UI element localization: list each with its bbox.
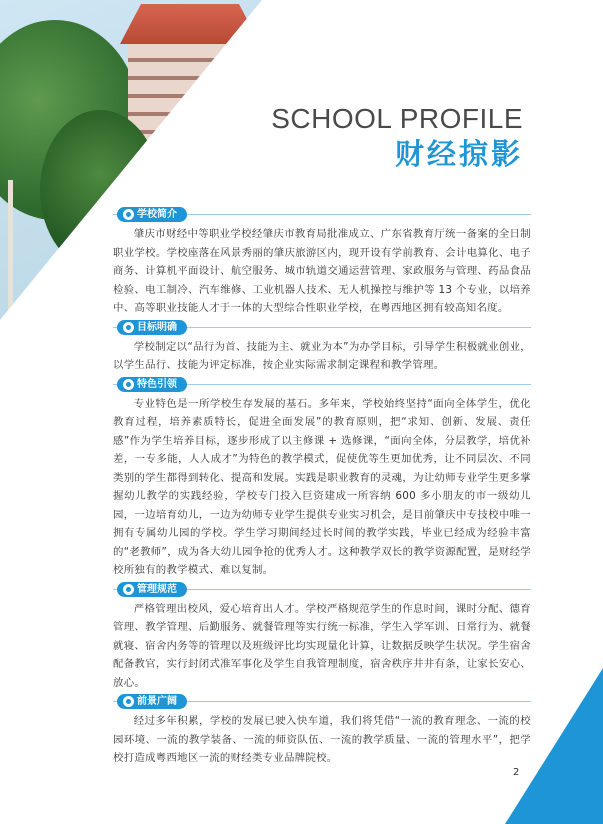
heading-label: 学校简介 [137,209,177,220]
section-text: 严格管理出校风，爱心培育出人才。学校严格规范学生的作息时间，课时分配、德育管理、教学管理、后勤服务、就餐管理等实行统一标准，学生入学军训、日常行为、就餐就寝、宿舍内务等的管理以及班级评比均实现量化计算，让数据反映学生状况。学生宿舍配备教官，实行封闭式准军事化及学生自我管理制度，宿舍秩序井井有条，让家长安心、放心。 [113,602,531,689]
section-school-intro [113,207,531,318]
title-chinese: 财经掠影 [394,137,523,171]
bullet-dot-icon [123,322,134,333]
profile-content [113,205,531,768]
heading-label: 前景广阔 [137,696,177,707]
heading-label: 目标明确 [137,321,177,333]
heading-pill [117,320,187,335]
heading-pill [117,207,187,222]
title-english: SCHOOL PROFILE [271,103,523,134]
bullet-dot-icon [123,584,134,595]
section-text: 肇庆市财经中等职业学校经肇庆市教育局批准成立、广东省教育厅统一备案的全日制职业学校。学校座落在风景秀丽的肇庆旅游区内，现开设有学前教育、会计电算化、电子商务、计算机平面设计、航空服务、城市轨道交通运营管理、家政服务与管理、药品食品检验、电工制冷、汽车维修、工业机器人技术、无人机操控与维护等 13 个专业，以培养中、高等职业技能人才于一体的大型综合性职业学校，在粤西地区拥有较高知名度。 [113,228,531,314]
bullet-dot-icon [123,379,134,390]
section-heading [113,320,531,335]
section-heading [113,582,531,597]
building-facade [128,44,248,154]
bullet-dot-icon [123,696,134,707]
section-text: 学校制定以“品行为首、技能为主、就业为本”为办学目标，引导学生积极就业创业，以学生品行、技能为评定标准，按企业实际需求制定课程和教学管理。 [113,340,531,371]
section-heading [113,694,531,709]
lamp-pole [8,180,13,320]
section-text: 经过多年积累，学校的发展已驶入快车道，我们将凭借“一流的教育理念、一流的校园环境、一流的教学装备、一流的师资队伍、一流的教学质量、一流的管理水平”，把学校打造成粤西地区一流的财经类专业品牌院校。 [113,715,531,764]
section-prospects [113,694,531,768]
heading-label: 管理规范 [137,583,177,595]
section-goals [113,320,531,375]
page-title [271,103,523,173]
section-heading [113,377,531,392]
heading-pill [117,582,187,597]
heading-pill [117,694,187,709]
section-management [113,582,531,693]
section-features [113,377,531,580]
bullet-dot-icon [123,209,134,220]
section-text: 专业特色是一所学校生存发展的基石。多年来，学校始终坚持“面向全体学生，优化教育过程，培养素质特长，促进全面发展”的教育原则，把“求知、创新、发展、责任感”作为学生培养目标，逐步形成了以主修课 + 选修课，“面向全体，分层教学，培优补差，一专多能，人人成才”为特色的教学模式，促使优等生更加优秀，让不同层次、不同类别的学生都得到转化、提高和发展。实践是职业教育的灵魂，为让幼师专业学生更多掌握幼儿教学的实践经验，学校专门投入巨资建成一所容纳 600 多小朋友的市一级幼儿园，一边培育幼儿，一边为幼师专业学生提供专业实习机会，是目前肇庆中专技校中唯一拥有专属幼儿园的学校。学生学习期间经过长时间的教学实践，毕业已经成为经验丰富的“老教师”，成为各大幼儿园争抢的优秀人才。这种教学双长的教学资源配置，是财经学校所独有的教学模式、难以复制。 [113,397,531,576]
section-heading [113,207,531,222]
page-number: 2 [513,767,520,778]
heading-label: 特色引领 [137,378,177,390]
heading-pill [117,377,187,392]
building-roof [120,4,260,44]
